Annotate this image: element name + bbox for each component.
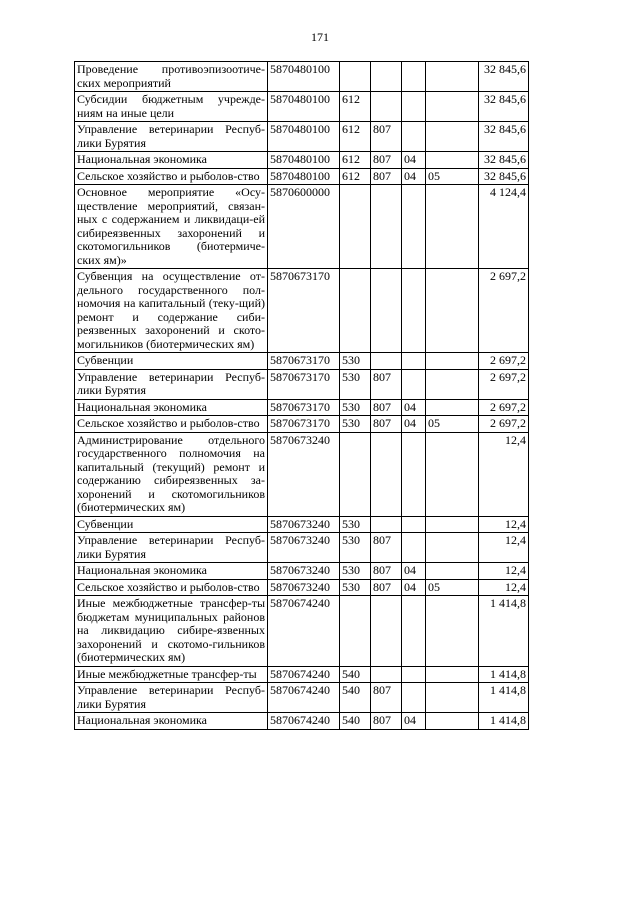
target-code-cell: 5870480100 <box>268 62 340 92</box>
table-row <box>75 152 529 169</box>
expense-group-cell <box>340 596 371 667</box>
expense-group-cell: 530 <box>340 533 371 563</box>
table-row <box>75 353 529 370</box>
section-code-cell <box>402 666 426 683</box>
department-code-cell <box>371 185 402 269</box>
expense-group-cell <box>340 432 371 516</box>
row-name-cell: Иные межбюджетные трансфер-ты бюджетам муниципальных районов на ликвидацию сибире-язвенных захоронений и скотомо-гильников (биотермических ям) <box>75 596 268 667</box>
table-row <box>75 62 529 92</box>
target-code-cell: 5870480100 <box>268 168 340 185</box>
section-code-cell <box>402 92 426 122</box>
subsection-code-cell <box>426 399 479 416</box>
row-name-cell: Иные межбюджетные трансфер-ты <box>75 666 268 683</box>
section-code-cell: 04 <box>402 579 426 596</box>
section-code-cell <box>402 596 426 667</box>
amount-cell: 32 845,6 <box>479 122 529 152</box>
amount-cell: 2 697,2 <box>479 399 529 416</box>
section-code-cell <box>402 369 426 399</box>
table-row <box>75 168 529 185</box>
expense-group-cell: 540 <box>340 683 371 713</box>
subsection-code-cell: 05 <box>426 579 479 596</box>
department-code-cell: 807 <box>371 533 402 563</box>
subsection-code-cell <box>426 683 479 713</box>
row-name-cell: Сельское хозяйство и рыболов-ство <box>75 168 268 185</box>
expense-group-cell: 530 <box>340 563 371 580</box>
row-name-cell: Национальная экономика <box>75 399 268 416</box>
section-code-cell: 04 <box>402 168 426 185</box>
subsection-code-cell <box>426 269 479 353</box>
department-code-cell <box>371 432 402 516</box>
budget-table-body <box>75 62 529 730</box>
department-code-cell <box>371 516 402 533</box>
department-code-cell <box>371 666 402 683</box>
target-code-cell: 5870673240 <box>268 533 340 563</box>
subsection-code-cell <box>426 533 479 563</box>
target-code-cell: 5870673240 <box>268 579 340 596</box>
target-code-cell: 5870673240 <box>268 432 340 516</box>
amount-cell: 32 845,6 <box>479 92 529 122</box>
target-code-cell: 5870480100 <box>268 152 340 169</box>
department-code-cell: 807 <box>371 683 402 713</box>
table-row <box>75 92 529 122</box>
table-row <box>75 399 529 416</box>
row-name-cell: Национальная экономика <box>75 563 268 580</box>
subsection-code-cell <box>426 666 479 683</box>
target-code-cell: 5870673170 <box>268 369 340 399</box>
section-code-cell <box>402 62 426 92</box>
expense-group-cell: 530 <box>340 579 371 596</box>
table-row <box>75 579 529 596</box>
subsection-code-cell <box>426 713 479 730</box>
expense-group-cell: 540 <box>340 666 371 683</box>
subsection-code-cell <box>426 353 479 370</box>
table-row <box>75 713 529 730</box>
row-name-cell: Сельское хозяйство и рыболов-ство <box>75 579 268 596</box>
target-code-cell: 5870674240 <box>268 683 340 713</box>
row-name-cell: Управление ветеринарии Респуб-лики Бурятия <box>75 122 268 152</box>
table-row <box>75 563 529 580</box>
amount-cell: 2 697,2 <box>479 269 529 353</box>
subsection-code-cell <box>426 185 479 269</box>
amount-cell: 2 697,2 <box>479 353 529 370</box>
row-name-cell: Национальная экономика <box>75 713 268 730</box>
section-code-cell: 04 <box>402 563 426 580</box>
row-name-cell: Проведение противоэпизоотиче-ских мероприятий <box>75 62 268 92</box>
target-code-cell: 5870673240 <box>268 516 340 533</box>
row-name-cell: Управление ветеринарии Респуб-лики Бурятия <box>75 369 268 399</box>
section-code-cell <box>402 353 426 370</box>
department-code-cell <box>371 62 402 92</box>
section-code-cell <box>402 533 426 563</box>
expense-group-cell: 530 <box>340 399 371 416</box>
row-name-cell: Субвенция на осуществление от-дельного государственного пол-номочия на капитальный (теку-щий) ремонт и содержание сиби-реязвенных захоронений и ското-могильников (биотермических ям) <box>75 269 268 353</box>
department-code-cell: 807 <box>371 563 402 580</box>
department-code-cell: 807 <box>371 122 402 152</box>
row-name-cell: Администрирование отдельного государственного полномочия на капитальный (текущий) ремонт и содержанию сибиреязвенных за-хоронений и скотомогильников (биотермических ям) <box>75 432 268 516</box>
target-code-cell: 5870600000 <box>268 185 340 269</box>
amount-cell: 12,4 <box>479 432 529 516</box>
department-code-cell: 807 <box>371 416 402 433</box>
expense-group-cell: 612 <box>340 168 371 185</box>
department-code-cell: 807 <box>371 579 402 596</box>
amount-cell: 4 124,4 <box>479 185 529 269</box>
department-code-cell <box>371 596 402 667</box>
expense-group-cell: 612 <box>340 92 371 122</box>
row-name-cell: Управление ветеринарии Респуб-лики Бурятия <box>75 683 268 713</box>
amount-cell: 12,4 <box>479 579 529 596</box>
section-code-cell: 04 <box>402 152 426 169</box>
target-code-cell: 5870673170 <box>268 269 340 353</box>
subsection-code-cell <box>426 596 479 667</box>
department-code-cell: 807 <box>371 152 402 169</box>
amount-cell: 1 414,8 <box>479 683 529 713</box>
amount-cell: 2 697,2 <box>479 416 529 433</box>
section-code-cell: 04 <box>402 399 426 416</box>
target-code-cell: 5870674240 <box>268 713 340 730</box>
target-code-cell: 5870673170 <box>268 399 340 416</box>
amount-cell: 1 414,8 <box>479 713 529 730</box>
target-code-cell: 5870480100 <box>268 92 340 122</box>
amount-cell: 1 414,8 <box>479 596 529 667</box>
target-code-cell: 5870673240 <box>268 563 340 580</box>
amount-cell: 12,4 <box>479 516 529 533</box>
department-code-cell: 807 <box>371 399 402 416</box>
table-row <box>75 596 529 667</box>
amount-cell: 32 845,6 <box>479 62 529 92</box>
target-code-cell: 5870673170 <box>268 416 340 433</box>
subsection-code-cell <box>426 62 479 92</box>
budget-table <box>74 61 529 730</box>
table-row <box>75 185 529 269</box>
amount-cell: 32 845,6 <box>479 168 529 185</box>
row-name-cell: Субсидии бюджетным учрежде-ниям на иные цели <box>75 92 268 122</box>
row-name-cell: Национальная экономика <box>75 152 268 169</box>
subsection-code-cell <box>426 92 479 122</box>
amount-cell: 12,4 <box>479 533 529 563</box>
amount-cell: 1 414,8 <box>479 666 529 683</box>
department-code-cell <box>371 353 402 370</box>
section-code-cell: 04 <box>402 416 426 433</box>
subsection-code-cell <box>426 152 479 169</box>
table-row <box>75 666 529 683</box>
subsection-code-cell: 05 <box>426 168 479 185</box>
table-row <box>75 122 529 152</box>
department-code-cell: 807 <box>371 369 402 399</box>
expense-group-cell <box>340 62 371 92</box>
subsection-code-cell <box>426 563 479 580</box>
amount-cell: 32 845,6 <box>479 152 529 169</box>
expense-group-cell: 530 <box>340 353 371 370</box>
row-name-cell: Субвенции <box>75 516 268 533</box>
subsection-code-cell <box>426 369 479 399</box>
subsection-code-cell: 05 <box>426 416 479 433</box>
section-code-cell <box>402 516 426 533</box>
table-row <box>75 516 529 533</box>
expense-group-cell: 612 <box>340 122 371 152</box>
department-code-cell: 807 <box>371 168 402 185</box>
expense-group-cell: 530 <box>340 416 371 433</box>
expense-group-cell: 530 <box>340 516 371 533</box>
section-code-cell <box>402 683 426 713</box>
target-code-cell: 5870674240 <box>268 666 340 683</box>
row-name-cell: Сельское хозяйство и рыболов-ство <box>75 416 268 433</box>
department-code-cell <box>371 92 402 122</box>
table-row <box>75 416 529 433</box>
subsection-code-cell <box>426 122 479 152</box>
row-name-cell: Основное мероприятие «Осу-ществление мероприятий, связан-ных с содержанием и ликвидаци-ей сибиреязвенных захоронений и скотомогильников (биотермиче-ских ям)» <box>75 185 268 269</box>
row-name-cell: Субвенции <box>75 353 268 370</box>
expense-group-cell: 540 <box>340 713 371 730</box>
table-row <box>75 683 529 713</box>
target-code-cell: 5870480100 <box>268 122 340 152</box>
target-code-cell: 5870674240 <box>268 596 340 667</box>
expense-group-cell <box>340 185 371 269</box>
target-code-cell: 5870673170 <box>268 353 340 370</box>
page-number: 171 <box>311 30 329 44</box>
expense-group-cell: 530 <box>340 369 371 399</box>
section-code-cell <box>402 432 426 516</box>
section-code-cell: 04 <box>402 713 426 730</box>
section-code-cell <box>402 269 426 353</box>
table-row <box>75 533 529 563</box>
expense-group-cell: 612 <box>340 152 371 169</box>
department-code-cell: 807 <box>371 713 402 730</box>
section-code-cell <box>402 185 426 269</box>
row-name-cell: Управление ветеринарии Респуб-лики Бурятия <box>75 533 268 563</box>
expense-group-cell <box>340 269 371 353</box>
table-row <box>75 269 529 353</box>
subsection-code-cell <box>426 432 479 516</box>
amount-cell: 12,4 <box>479 563 529 580</box>
amount-cell: 2 697,2 <box>479 369 529 399</box>
table-row <box>75 369 529 399</box>
department-code-cell <box>371 269 402 353</box>
section-code-cell <box>402 122 426 152</box>
subsection-code-cell <box>426 516 479 533</box>
table-row <box>75 432 529 516</box>
